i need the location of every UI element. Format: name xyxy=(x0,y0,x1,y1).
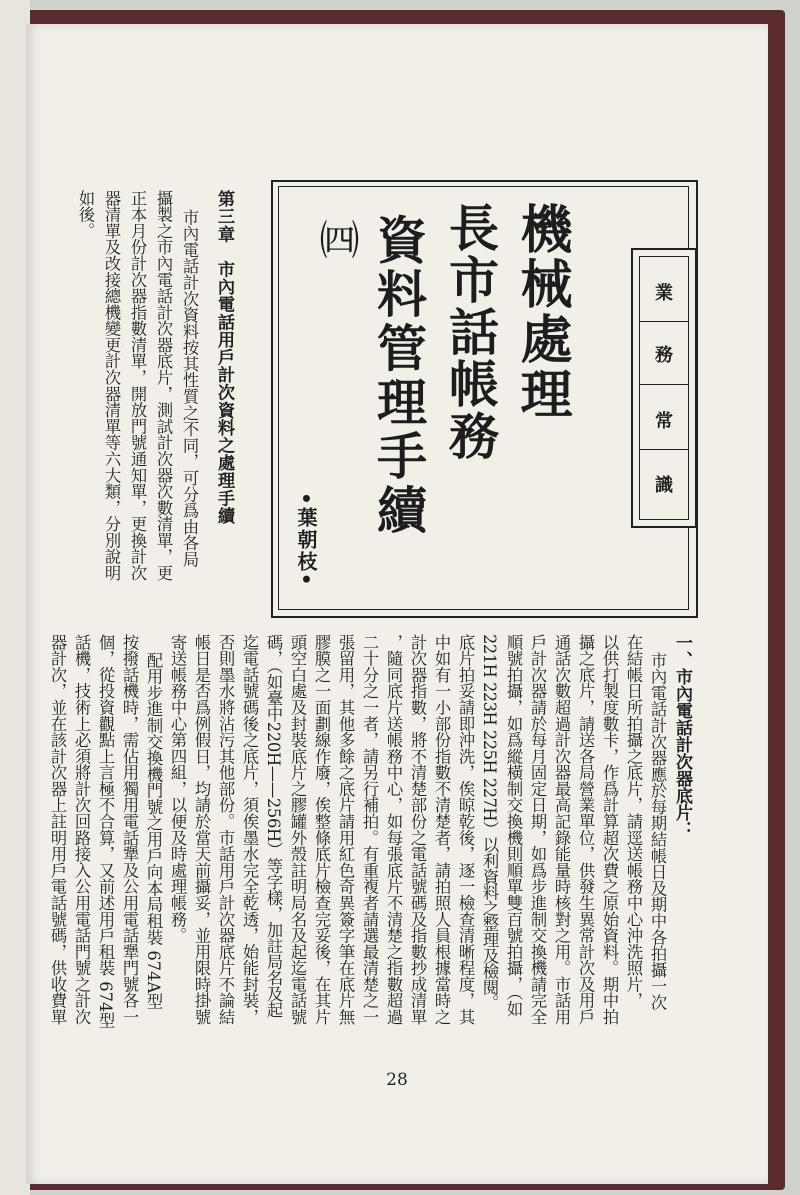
badge-char-2: 務 xyxy=(655,345,673,366)
body-column: ，隨同底片送帳務中心，如每張底片不清楚之指數超過 xyxy=(384,634,403,1025)
badge-char-4: 識 xyxy=(655,475,673,496)
body-column: 器計次，並在該計次器上註明用戶電話號碼，供收費單 xyxy=(48,634,67,1025)
badge-char-3: 常 xyxy=(655,411,673,432)
intro-column: 正本月份計次器指數清單，開放門號通知單，更換計次 xyxy=(128,190,147,581)
body-column: 221H 223H 225H 227H）以利資料之整理及檢閱。 xyxy=(480,634,499,1011)
body-column: 膠膜之一面劃線作廢，俟整條底片檢查完妥後，在其片 xyxy=(312,634,331,1025)
body-column: 中如有一小部份指數不清楚者，請拍照人員根據當時之 xyxy=(432,634,451,1025)
body-column: 話機，技術上必須將計次回路接入公用電話門號之計次 xyxy=(72,634,91,1025)
author-name: •葉朝枝• xyxy=(294,492,318,588)
title-part-number: ㈣ xyxy=(313,219,359,259)
intro-column: 攝製之市內電話計次器底片，測試計次器次數清單，更 xyxy=(154,190,173,581)
body-column: 迄電話號碼後之底片，須俟墨水完全乾透，始能封裝， xyxy=(240,634,259,1025)
body-column: 戶計次器請於每月固定日期，如爲步進制交換機請完全 xyxy=(528,634,547,1025)
body-column: 按撥話機時，需佔用獨用電話犟及公用電話犟門號各一 xyxy=(120,634,139,1025)
badge-char-1: 業 xyxy=(655,283,673,304)
body-column: 否則墨水將沾污其他部份。市話用戶計次器底片不論結 xyxy=(216,634,235,1025)
body-column: 計次器指數，將不清楚部份之電話號碼及指數抄成清單 xyxy=(408,634,427,1025)
body-column: 市內電話計次器應於每期結帳日及期中各拍攝一次 xyxy=(648,652,667,1011)
section-heading: 一、市內電話計次器底片： xyxy=(672,634,692,838)
body-column: 以供打製度數卡，作爲計算超次費之原始資料。期中拍 xyxy=(600,634,619,1025)
badge-inner-frame xyxy=(639,256,689,520)
page-number: 28 xyxy=(386,1070,408,1090)
intro-column: 器清單及改接總機變更計次器清單等六大類，分別說明 xyxy=(102,190,121,581)
body-column: 在結帳日所拍攝之底片，請逕送帳務中心沖洗照片， xyxy=(624,634,643,1009)
badge-divider xyxy=(640,384,688,385)
body-column: 碼，（如臺中220H——256H）等字樣，加註局名及起 xyxy=(264,634,283,1018)
intro-column: 如後。 xyxy=(76,190,95,239)
badge-divider xyxy=(640,321,688,322)
column-badge xyxy=(631,248,696,528)
body-column: 頭空白處及封裝底片之膠罐外殼註明局名及起迄電話號 xyxy=(288,634,307,1025)
body-column: 帳日是否爲例假日，均請於當天前攝妥，並用限時掛號 xyxy=(192,634,211,1025)
badge-divider xyxy=(640,449,688,450)
intro-column: 市內電話計次資料按其性質之不同，可分爲由各局 xyxy=(180,209,199,568)
body-column: 個，從投資觀點上言極不合算，又前述用戶租裝 674型 xyxy=(96,634,115,1029)
body-column: 二十分之一者，請另行補拍。有重複者請選最清楚之一 xyxy=(360,634,379,1025)
title-line-3: 資料管理手續 xyxy=(369,214,428,538)
body-column: 底片拍妥請即沖洗，俟晾乾後，逐一檢查清晰程度，其 xyxy=(456,634,475,1025)
chapter-heading: 第三章 市內電話用戶計次資料之處理手續 xyxy=(214,190,234,525)
body-column: 順號拍攝，如爲縱橫制交換機則順單雙百號拍攝，（如 xyxy=(504,634,523,1017)
body-column: 攝之底片，請送各局營業單位，供發生異常計次及用戶 xyxy=(576,634,595,1025)
book-page xyxy=(26,24,768,1184)
body-column: 張留用，其他多餘之底片請用紅色奇異簽字筆在底片無 xyxy=(336,634,355,1025)
title-line-2: 長市話帳務 xyxy=(441,202,500,462)
body-column: 配用步進制交換機門號之用戶向本局租裝 674A型 xyxy=(144,652,163,1010)
title-line-1: 機械處理 xyxy=(511,202,572,422)
body-column: 寄送帳務中心第四組，以便及時處理帳務。 xyxy=(168,634,187,944)
body-column: 通話次數超過計次器最高記錄能量時核對之用。市話用 xyxy=(552,634,571,1025)
